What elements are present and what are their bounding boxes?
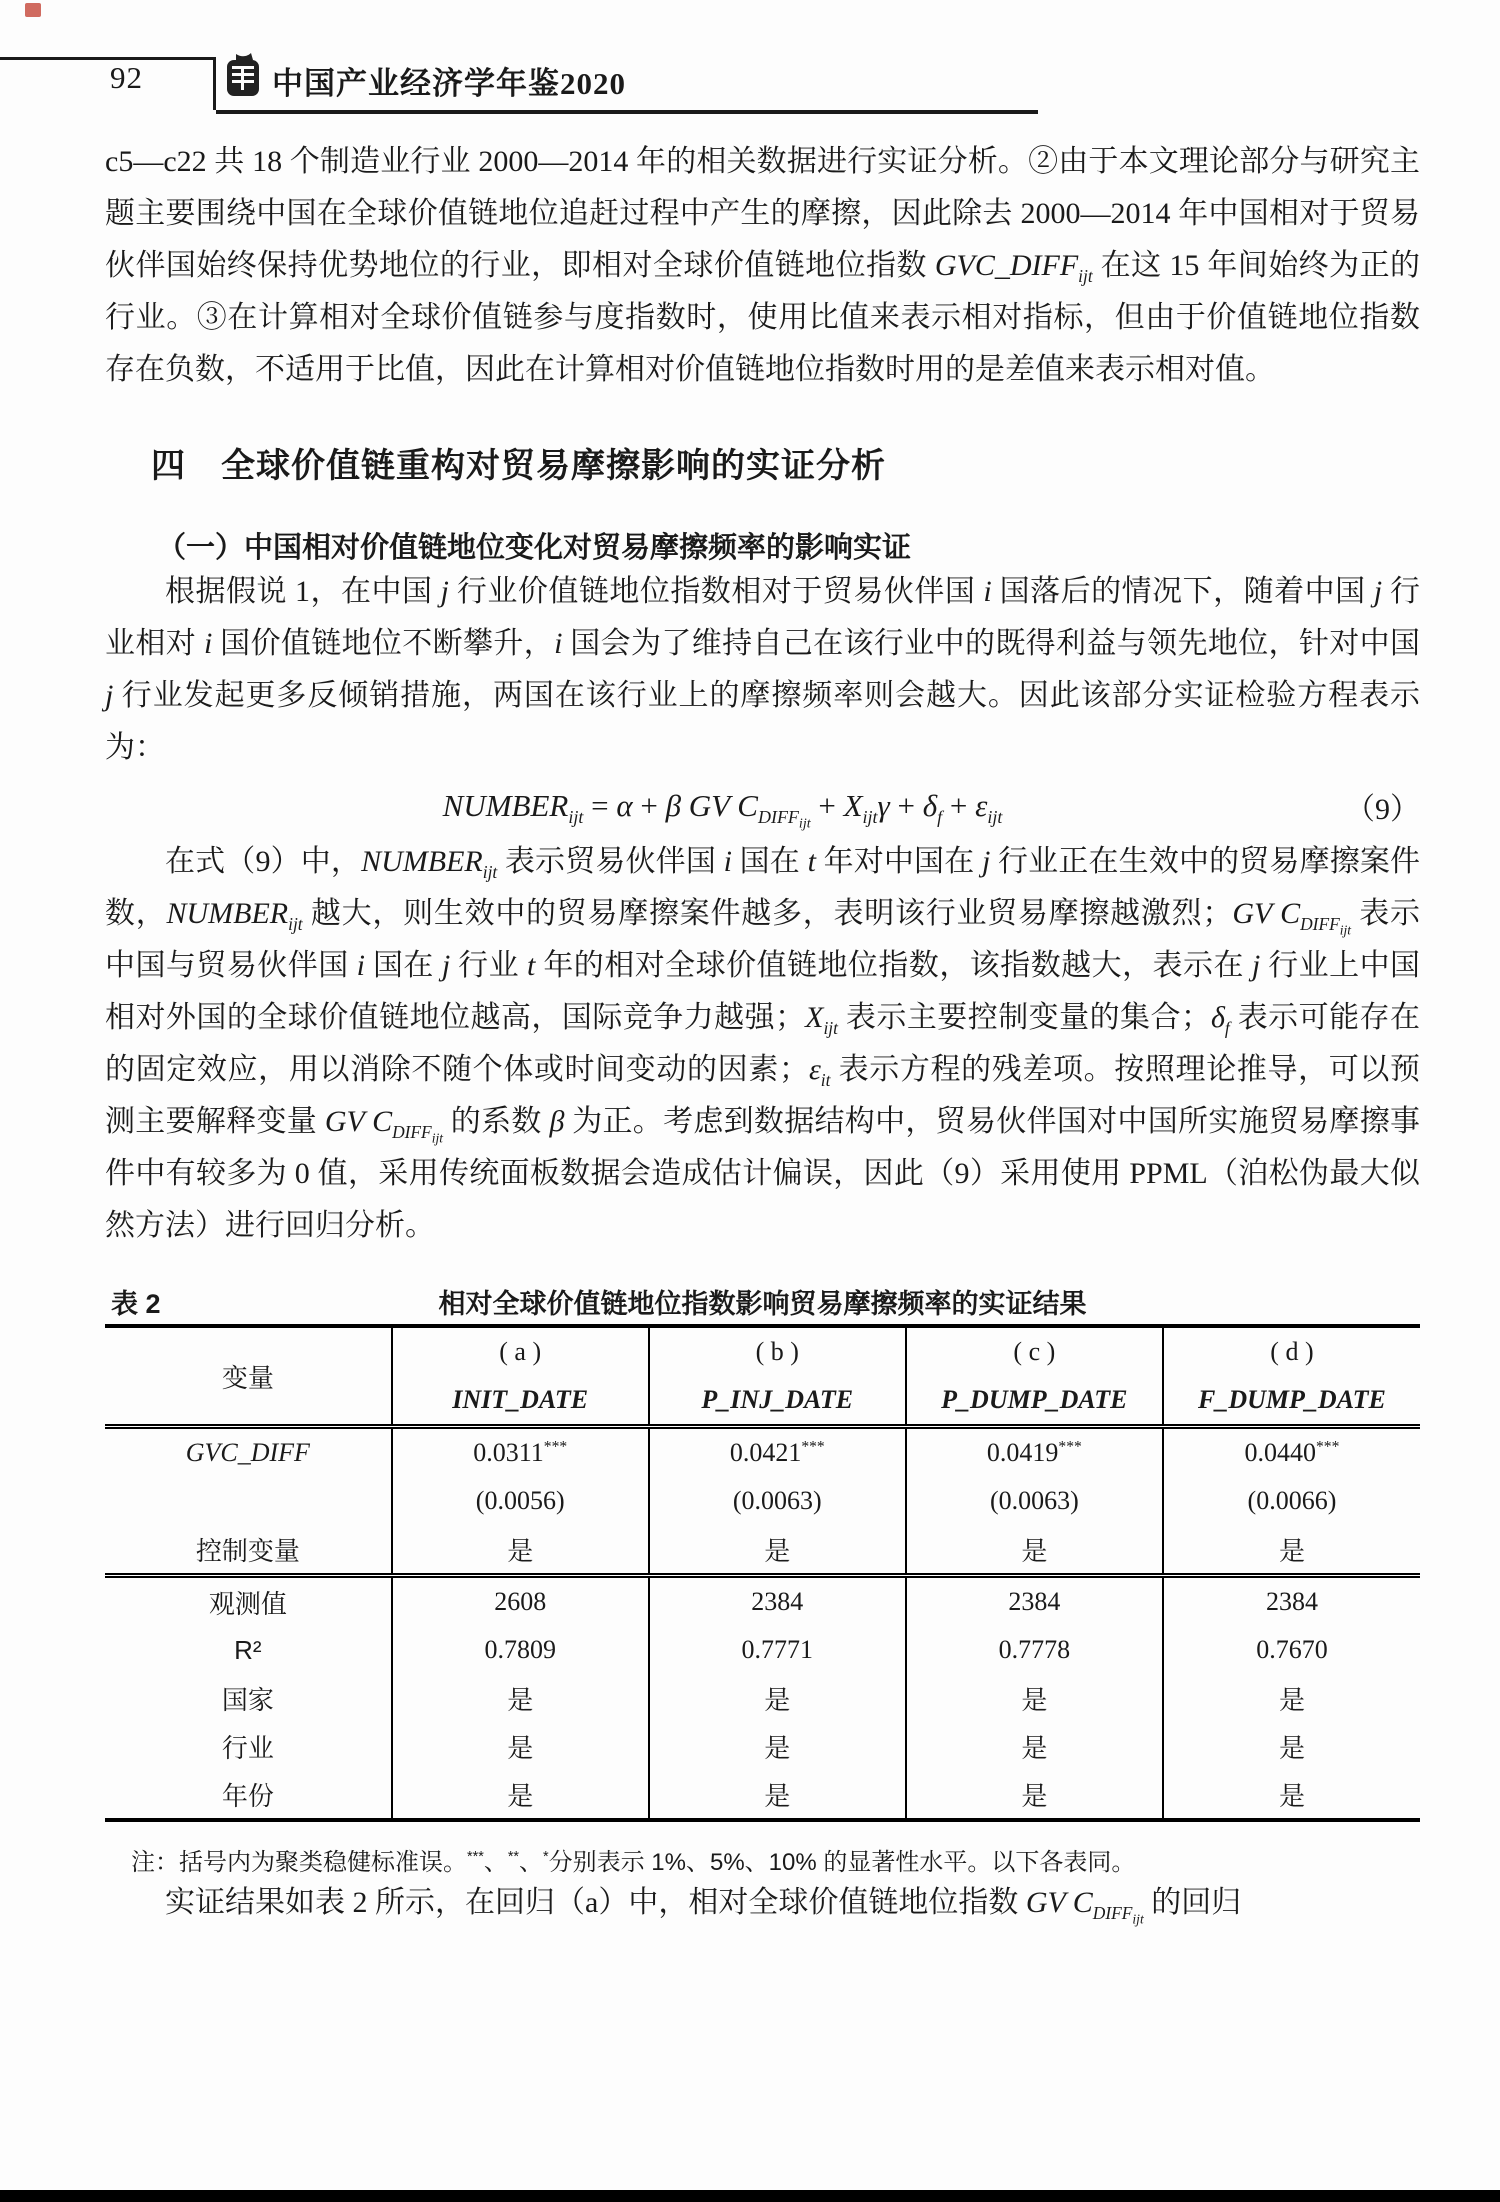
table-cell: 是: [392, 1722, 649, 1770]
table-cell: (0.0066): [1163, 1477, 1420, 1525]
table-cell: 0.7670: [1163, 1626, 1420, 1674]
table-row: [105, 1576, 1420, 1627]
column-header-a: ( a ): [392, 1326, 649, 1376]
table-cell: 是: [392, 1674, 649, 1722]
table-header-row-models: [105, 1326, 1420, 1376]
table-cell: (0.0063): [649, 1477, 906, 1525]
header-title: 中国产业经济学年鉴2020: [272, 66, 626, 101]
paragraph-hypothesis: 根据假说 1，在中国 j 行业价值链地位指数相对于贸易伙伴国 i 国落后的情况下，随着中国 j 行业相对 i 国价值链地位不断攀升，i 国会为了维持自己在该行业中的既得利益与领先地位，针对中国 j 行业发起更多反倾销措施，两国在该行业上的摩擦频率则会越大。因此该部分实证检验方程表示为：: [105, 575, 1421, 764]
row-label: [105, 1477, 392, 1525]
row-label: 年份: [221, 1780, 274, 1811]
table-cell: 是: [649, 1770, 906, 1820]
results-table-body: [105, 1427, 1420, 1821]
results-table: [105, 1324, 1420, 1822]
row-label: GVC_DIFF: [185, 1438, 310, 1467]
table-cell: 0.7809: [392, 1626, 649, 1674]
header-rule-left: [0, 57, 213, 60]
table-cell: 0.0419***: [906, 1427, 1163, 1478]
scan-bottom-edge: [0, 2190, 1500, 2202]
paragraph-closing: 实证结果如表 2 所示，在回归（a）中，相对全球价值链地位指数 GV $C_{DIFF_{ijt}}$ 的回归: [165, 1886, 1242, 1927]
page-number: 92: [110, 60, 143, 95]
table-cell: 是: [1163, 1674, 1420, 1722]
table-cell: 是: [906, 1722, 1163, 1770]
row-label: 控制变量: [105, 1525, 392, 1576]
table-cell: 是: [906, 1525, 1163, 1576]
section-heading: 四 全球价值链重构对贸易摩擦影响的实证分析: [151, 447, 886, 485]
table-cell: 是: [1163, 1525, 1420, 1576]
depvar-header-a: INIT_DATE: [392, 1376, 649, 1427]
table-row: [105, 1674, 1420, 1722]
table-cell: 2384: [1163, 1576, 1420, 1627]
column-header-d: ( d ): [1163, 1326, 1420, 1376]
table-cell: 是: [906, 1674, 1163, 1722]
table-cell: 0.7778: [906, 1626, 1163, 1674]
header-underline: [216, 110, 1038, 114]
table-note: 注：括号内为聚类稳健标准误。***、**、*分别表示 1%、5%、10% 的显著性水平。以下各表同。: [131, 1849, 1136, 1876]
table-cell: 是: [392, 1770, 649, 1820]
equation-body: $NUMBER_{ijt} = \alpha + \beta$ GV $C_{DIFF_{ijt}} + X_{ijt}\gamma + \delta_f + \varepsilon_{ijt}$: [442, 787, 1003, 832]
table-row: [105, 1722, 1420, 1770]
depvar-header-d: F_DUMP_DATE: [1163, 1376, 1420, 1427]
table-cell: 0.0311***: [392, 1427, 649, 1478]
table-row: [105, 1770, 1420, 1820]
header-divider-line: [213, 57, 216, 110]
row-label: 观测值: [208, 1588, 287, 1619]
column-header-b: ( b ): [649, 1326, 906, 1376]
table-label: 表 2: [111, 1289, 161, 1319]
table-cell: 0.7771: [649, 1626, 906, 1674]
row-label: R²: [234, 1634, 262, 1665]
table-row: [105, 1427, 1420, 1478]
yearbook-seal-icon: [224, 52, 262, 98]
table-cell: (0.0063): [906, 1477, 1163, 1525]
table-cell: 2384: [649, 1576, 906, 1627]
table-cell: 是: [649, 1674, 906, 1722]
table-row: [105, 1477, 1420, 1525]
paragraph-continuation: c5—c22 共 18 个制造业行业 2000—2014 年的相关数据进行实证分析。②由于本文理论部分与研究主题主要围绕中国在全球价值链地位追赶过程中产生的摩擦，因此除去 2000—2014 年中国相对于贸易伙伴国始终保持优势地位的行业，即相对全球价值链地位指数 $GVC\_DIFF_{ijt}$ 在这 15 年间始终为正的行业。③在计算相对全球价值链参与度指数时，使用比值来表示相对指标，但由于价值链地位指数存在负数，不适用于比值，因此在计算相对价值链地位指数时用的是差值来表示相对值。: [105, 145, 1421, 386]
table-cell: 是: [649, 1722, 906, 1770]
paragraph-explanation: 在式（9）中，$NUMBER_{ijt}$ 表示贸易伙伴国 i 国在 t 年对中国在 j 行业正在生效中的贸易摩擦案件数，$NUMBER_{ijt}$ 越大，则生效中的贸易摩擦案件越多，表明该行业贸易摩擦越激烈；GV $C_{DIFF_{ijt}}$ 表示中国与贸易伙伴国 i 国在 j 行业 t 年的相对全球价值链地位指数，该指数越大，表示在 j 行业上中国相对外国的全球价值链地位越高，国际竞争力越强；$X_{ijt}$ 表示主要控制变量的集合；$\delta_f$ 表示可能存在的固定效应，用以消除不随个体或时间变动的因素；$\varepsilon_{it}$ 表示方程的残差项。按照理论推导，可以预测主要解释变量 GV $C_{DIFF_{ijt}}$ 的系数 β 为正。考虑到数据结构中，贸易伙伴国对中国所实施贸易摩擦事件中有较多为 0 值，采用传统面板数据会造成估计偏误，因此（9）采用使用 PPML（泊松伪最大似然方法）进行回归分析。: [105, 845, 1421, 1242]
table-section: [105, 1284, 1420, 1877]
table-cell: 是: [1163, 1770, 1420, 1820]
depvar-header-c: P_DUMP_DATE: [906, 1376, 1163, 1427]
subsection-heading: （一）中国相对价值链地位变化对贸易摩擦频率的影响实证: [157, 532, 912, 564]
table-cell: 0.0421***: [649, 1427, 906, 1478]
table-cell: 是: [649, 1525, 906, 1576]
table-cell: 2608: [392, 1576, 649, 1627]
column-header-c: ( c ): [906, 1326, 1163, 1376]
table-cell: 是: [1163, 1722, 1420, 1770]
table-title: 相对全球价值链地位指数影响贸易摩擦频率的实证结果: [438, 1289, 1087, 1319]
equation-number: （9）: [1345, 793, 1420, 826]
table-row: [105, 1525, 1420, 1576]
depvar-header-b: P_INJ_DATE: [649, 1376, 906, 1427]
table-cell: (0.0056): [392, 1477, 649, 1525]
page-content: [105, 136, 1420, 1929]
table-corner-header: 变量: [105, 1326, 392, 1427]
equation-9: [105, 784, 1420, 832]
row-label: 行业: [221, 1732, 274, 1763]
table-cell: 2384: [906, 1576, 1163, 1627]
table-caption: [105, 1284, 1420, 1324]
table-cell: 0.0440***: [1163, 1427, 1420, 1478]
table-row: [105, 1626, 1420, 1674]
row-label: 国家: [221, 1684, 274, 1715]
table-cell: 是: [906, 1770, 1163, 1820]
table-cell: 是: [392, 1525, 649, 1576]
scan-artifact-mark: [25, 3, 41, 17]
